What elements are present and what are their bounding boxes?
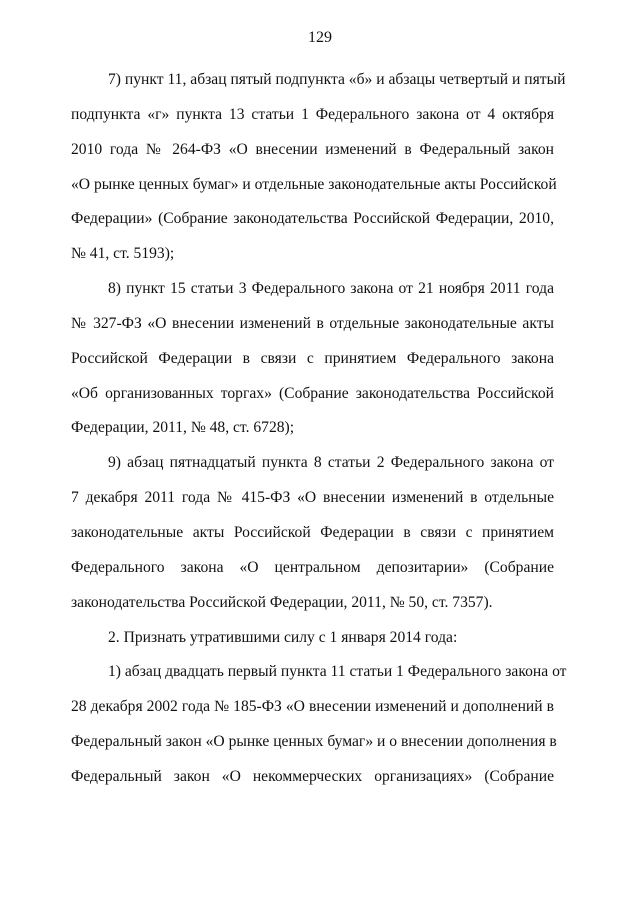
text-line: Федеральный закон «О некоммерческих организациях» (Собрание xyxy=(71,767,554,785)
paragraph-item-7 xyxy=(71,63,566,272)
text-line: Федеральный закон «О рынке ценных бумаг» и о внесении дополнения в xyxy=(71,733,557,751)
text-line: Российской Федерации в связи с принятием Федерального закона xyxy=(71,349,554,367)
text-line: 2010 года № 264-ФЗ «О внесении изменений в Федеральный закон xyxy=(71,140,554,158)
text-line: «Об организованных торгах» (Собрание законодательства Российской xyxy=(71,384,554,402)
text-line: Федерации, 2011, № 48, ст. 6728); xyxy=(71,419,295,437)
text-line: 2. Признать утратившими силу с 1 января 2014 года: xyxy=(108,628,458,646)
paragraph-item-1 xyxy=(71,655,567,794)
text-line: законодательства Российской Федерации, 2011, № 50, ст. 7357). xyxy=(71,593,493,611)
text-line: 28 декабря 2002 года № 185-ФЗ «О внесении изменений и дополнений в xyxy=(71,698,554,716)
paragraph-item-8 xyxy=(71,272,554,446)
paragraph-item-9 xyxy=(71,446,554,620)
paragraph-section-2 xyxy=(71,621,554,656)
document-body xyxy=(71,63,567,795)
text-line: 7) пункт 11, абзац пятый подпункта «б» и абзацы четвертый и пятый xyxy=(108,71,566,88)
text-line: 8) пункт 15 статьи 3 Федерального закона от 21 ноября 2011 года xyxy=(108,280,554,298)
text-line: Федерации» (Собрание законодательства Российской Федерации, 2010, xyxy=(71,210,554,228)
text-line: № 327-ФЗ «О внесении изменений в отдельные законодательные акты xyxy=(71,314,554,332)
text-line: 7 декабря 2011 года № 415-ФЗ «О внесении изменений в отдельные xyxy=(71,489,554,507)
text-line: 9) абзац пятнадцатый пункта 8 статьи 2 Федерального закона от xyxy=(108,454,554,472)
text-line: законодательные акты Российской Федерации в связи с принятием xyxy=(71,523,554,541)
text-line: подпункта «г» пункта 13 статьи 1 Федерального закона от 4 октября xyxy=(71,105,554,123)
text-line: Федерального закона «О центральном депозитарии» (Собрание xyxy=(71,558,554,576)
text-line: 1) абзац двадцать первый пункта 11 статьи 1 Федерального закона от xyxy=(108,663,567,681)
page-number: 129 xyxy=(308,29,332,46)
text-line: «О рынке ценных бумаг» и отдельные законодательные акты Российской xyxy=(71,175,557,193)
text-line: № 41, ст. 5193); xyxy=(71,245,175,263)
